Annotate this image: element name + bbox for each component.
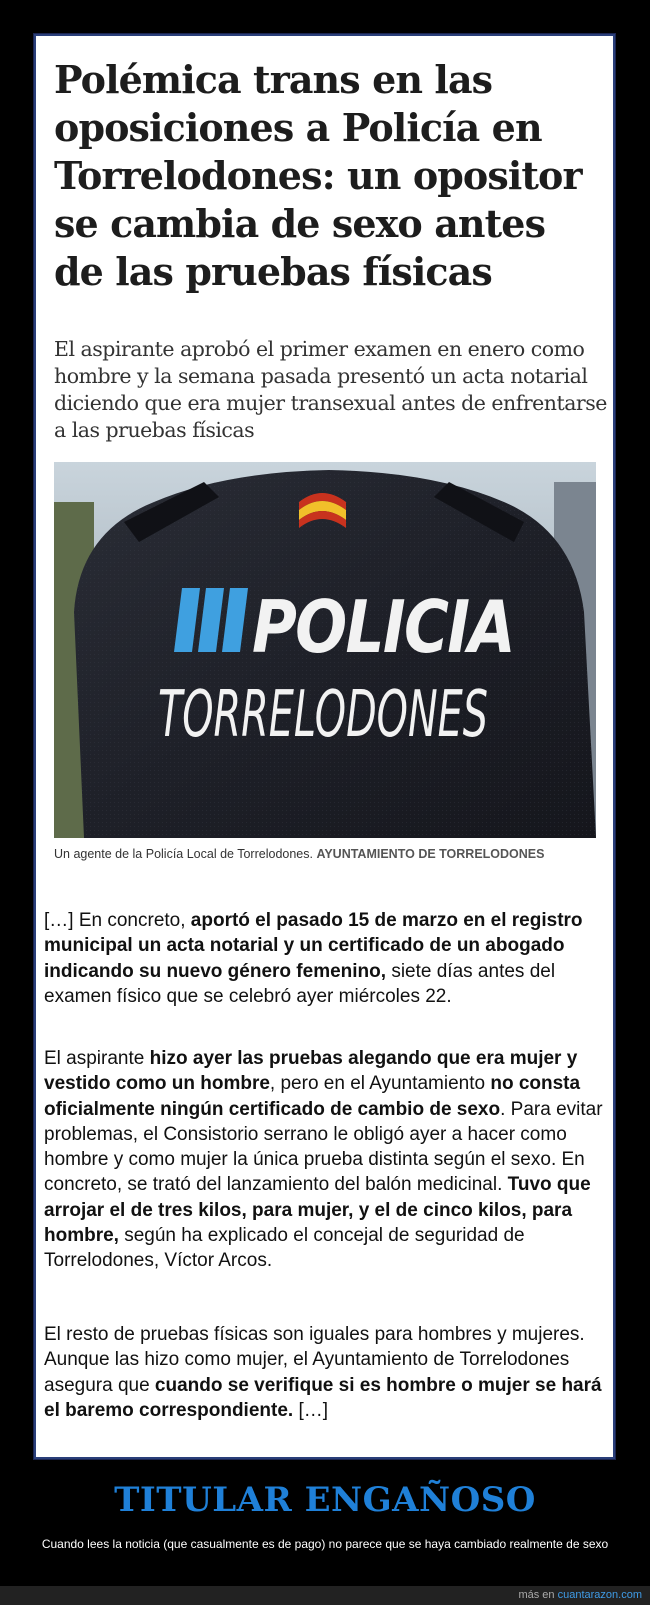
- photo-caption: [54, 846, 599, 862]
- article-paragraph-3: [44, 1322, 604, 1423]
- paragraph-run: Tuvo que arrojar el de tres kilos, para mujer, y el de cinco kilos, para hombre,: [44, 1174, 591, 1247]
- paragraph-run: según ha explicado el concejal de seguridad de Torrelodones, Víctor Arcos.: [44, 1225, 525, 1272]
- article-photo: [54, 462, 596, 838]
- paragraph-run: . Para evitar problemas, el Consistorio serrano le obligó ayer a hacer como hombre y como mujer la única prueba distinta según el sexo. En concreto, se trató del lanzamiento del balón medicinal.: [44, 1098, 603, 1196]
- paragraph-run: […]: [293, 1399, 329, 1421]
- paragraph-run: El aspirante: [44, 1048, 150, 1069]
- footer-description: Cuando lees la noticia (que casualmente es de pago) no parece que se haya cambiado realmente de sexo: [41, 1537, 609, 1551]
- jacket-text-policia: POLICIA: [252, 585, 514, 669]
- article-headline: Polémica trans en las oposiciones a Policía en Torrelodones: un opositor se cambia de sexo antes de las pruebas físicas: [54, 57, 582, 294]
- more-prefix: más en: [518, 1589, 558, 1601]
- bottom-bar: [0, 1586, 650, 1605]
- article-paragraph-1: [44, 908, 604, 1009]
- paragraph-run: cuando se verifique si es hombre o mujer se hará el baremo correspondiente.: [44, 1374, 602, 1421]
- caption-credit: AYUNTAMIENTO DE TORRELODONES: [316, 847, 545, 861]
- footer-title: TITULAR ENGAÑOSO: [114, 1480, 536, 1520]
- article-paragraph-2: [44, 1046, 604, 1274]
- paragraph-run: […] En concreto,: [44, 910, 191, 931]
- jacket-text-torrelodones: TORRELODONES: [158, 678, 488, 752]
- paragraph-run: siete días antes del examen físico que se celebró ayer miércoles 22.: [44, 960, 556, 1007]
- article-card: [34, 34, 615, 1459]
- article-subheadline: El aspirante aprobó el primer examen en enero como hombre y la semana pasada presentó un acta notarial diciendo que era mujer transexual antes de enfrentarse a las pruebas físicas: [54, 337, 607, 442]
- paragraph-run: hizo ayer las pruebas alegando que era mujer y vestido como un hombre: [44, 1048, 578, 1095]
- paragraph-run: no consta oficialmente ningún certificado de cambio de sexo: [44, 1073, 581, 1120]
- paragraph-run: El resto de pruebas físicas son iguales para hombres y mujeres. Aunque las hizo como mujer, el Ayuntamiento de Torrelodones asegura que: [44, 1324, 585, 1396]
- more-link-wrapper: [518, 1589, 642, 1601]
- site-link[interactable]: cuantarazon.com: [557, 1589, 642, 1601]
- police-stripes-icon: [174, 588, 248, 652]
- caption-text: Un agente de la Policía Local de Torrelodones.: [54, 847, 317, 861]
- paragraph-run: aportó el pasado 15 de marzo en el registro municipal un acta notarial y un certificado de un abogado indicando su nuevo género femenino,: [44, 910, 583, 982]
- paragraph-run: , pero en el Ayuntamiento: [269, 1073, 491, 1095]
